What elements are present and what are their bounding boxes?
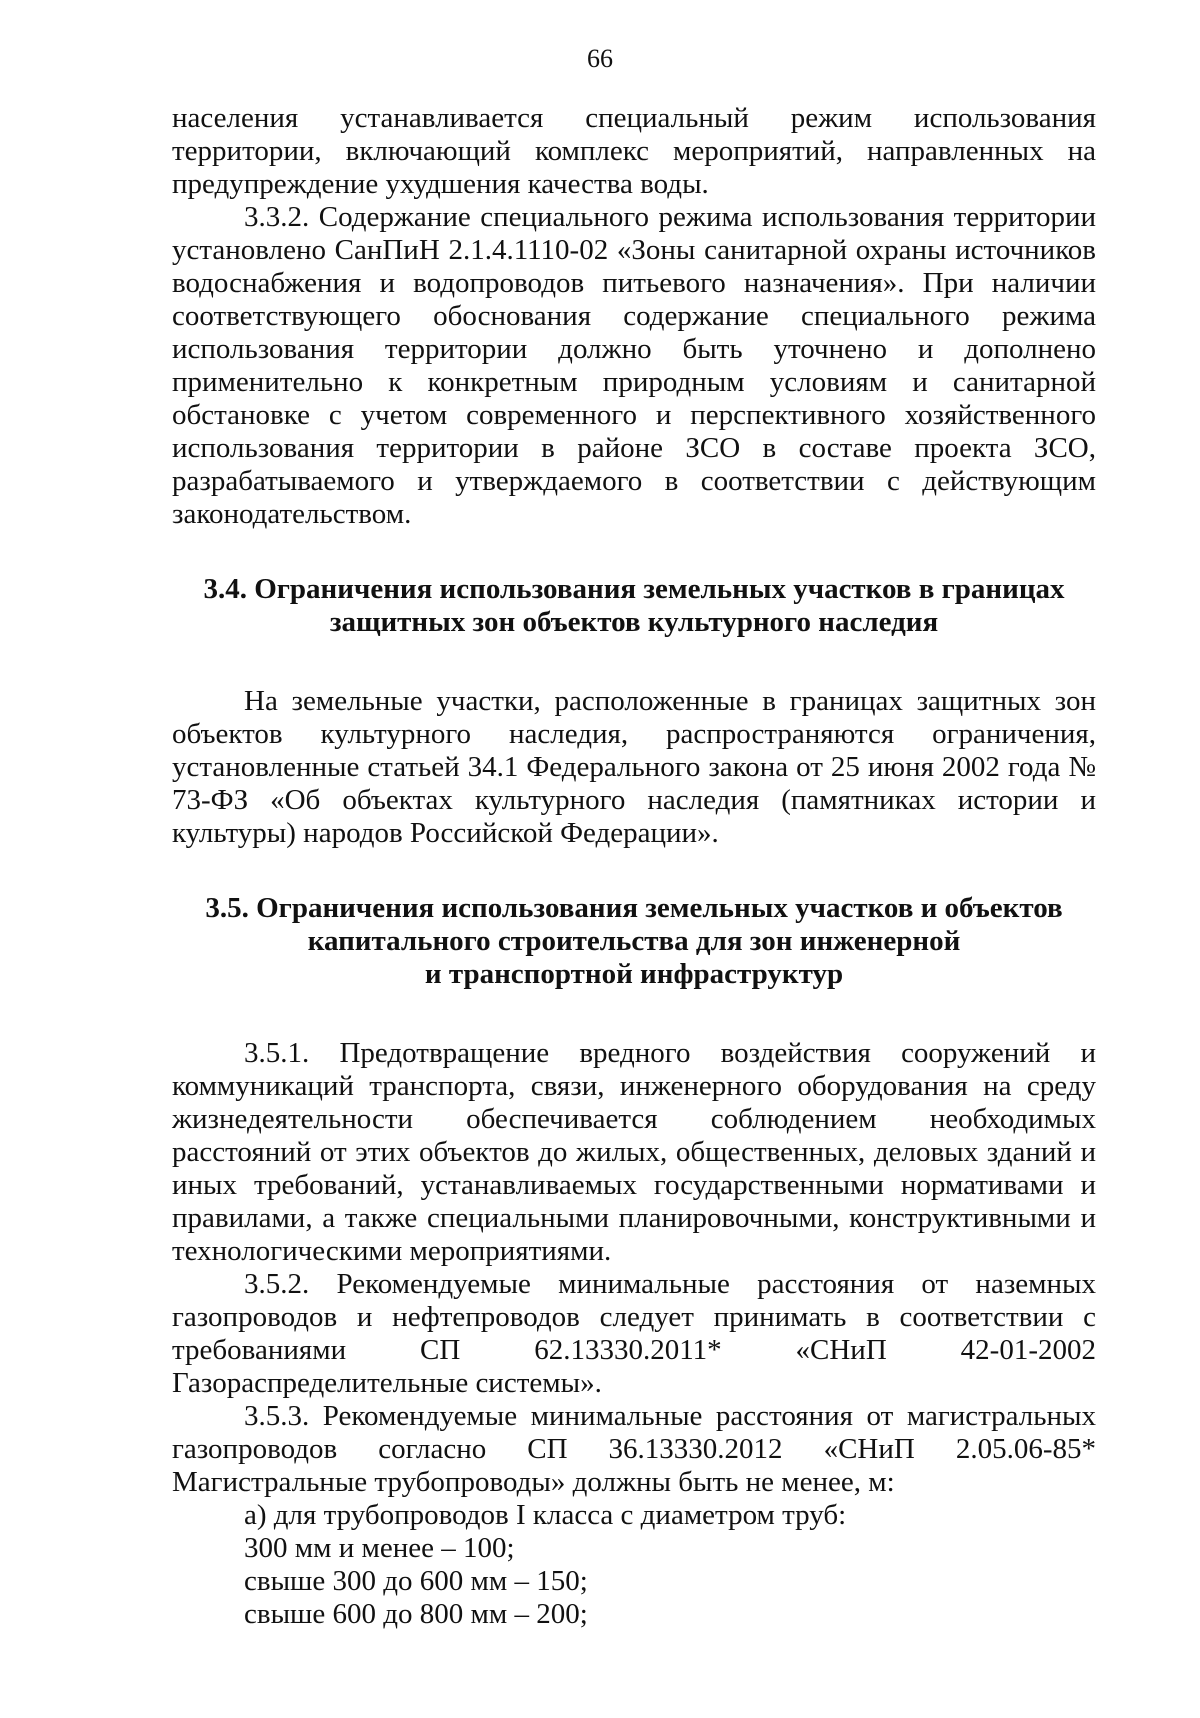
list-item: 300 мм и менее – 100; (244, 1532, 515, 1564)
list-item: а) для трубопроводов I класса с диаметром труб: (244, 1499, 847, 1531)
spacer (172, 991, 1096, 1037)
paragraph-3-4: На земельные участки, расположенные в границах защитных зон объектов культурного наследия, распространяются ограничения, установленные статьей 34.1 Федерального закона от 25 июня 2002 года № 73-ФЗ «Об объектах культурного наследия (памятниках истории и культуры) народов Российской Федерации». (172, 685, 1096, 849)
section-3-4-heading (172, 573, 1096, 639)
section-3-5-heading (172, 892, 1096, 991)
section-3-5-heading-line-3: и транспортной инфраструктур (424, 958, 844, 990)
section-3-5-heading-line-1: 3.5. Ограничения использования земельных участков и объектов (205, 892, 1063, 924)
section-3-4-heading-line-2: защитных зон объектов культурного наследия (329, 606, 939, 638)
spacer (172, 850, 1096, 892)
paragraph-3-5-1: 3.5.1. Предотвращение вредного воздействия сооружений и коммуникаций транспорта, связи, инженерного оборудования на среду жизнедеятельности обеспечивается соблюдением необходимых расстояний от этих объектов до жилых, общественных, деловых зданий и иных требований, устанавливаемых государственными нормативами и правилами, а также специальными планировочными, конструктивными и технологическими мероприятиями. (172, 1037, 1096, 1267)
document-body (172, 102, 1096, 1631)
paragraph-continuation: населения устанавливается специальный режим использования территории, включающий комплекс мероприятий, направленных на предупреждение ухудшения качества воды. (172, 102, 1096, 200)
paragraph-3-5-2: 3.5.2. Рекомендуемые минимальные расстояния от наземных газопроводов и нефтепроводов следует принимать в соответствии с требованиями СП 62.13330.2011* «СНиП 42-01-2002 Газораспределительные системы». (172, 1268, 1096, 1399)
distance-list (172, 1499, 1096, 1631)
spacer (172, 639, 1096, 685)
paragraph-3-5-3: 3.5.3. Рекомендуемые минимальные расстояния от магистральных газопроводов согласно СП 36.13330.2012 «СНиП 2.05.06-85* Магистральные трубопроводы» должны быть не менее, м: (172, 1400, 1096, 1498)
page-number: 66 (587, 44, 613, 73)
list-item: свыше 300 до 600 мм – 150; (244, 1565, 588, 1597)
spacer (172, 531, 1096, 573)
paragraph-3-3-2: 3.3.2. Содержание специального режима использования территории установлено СанПиН 2.1.4.1110-02 «Зоны санитарной охраны источников водоснабжения и водопроводов питьевого назначения». При наличии соответствующего обоснования содержание специального режима использования территории должно быть уточнено и дополнено применительно к конкретным природным условиям и санитарной обстановке с учетом современного и перспективного хозяйственного использования территории в районе ЗСО в составе проекта ЗСО, разрабатываемого и утверждаемого в соответствии с действующим законодательством. (172, 201, 1096, 530)
section-3-4-heading-line-1: 3.4. Ограничения использования земельных участков в границах (203, 573, 1065, 605)
section-3-5-heading-line-2: капитального строительства для зон инженерной (307, 925, 961, 957)
list-item: свыше 600 до 800 мм – 200; (244, 1598, 588, 1630)
